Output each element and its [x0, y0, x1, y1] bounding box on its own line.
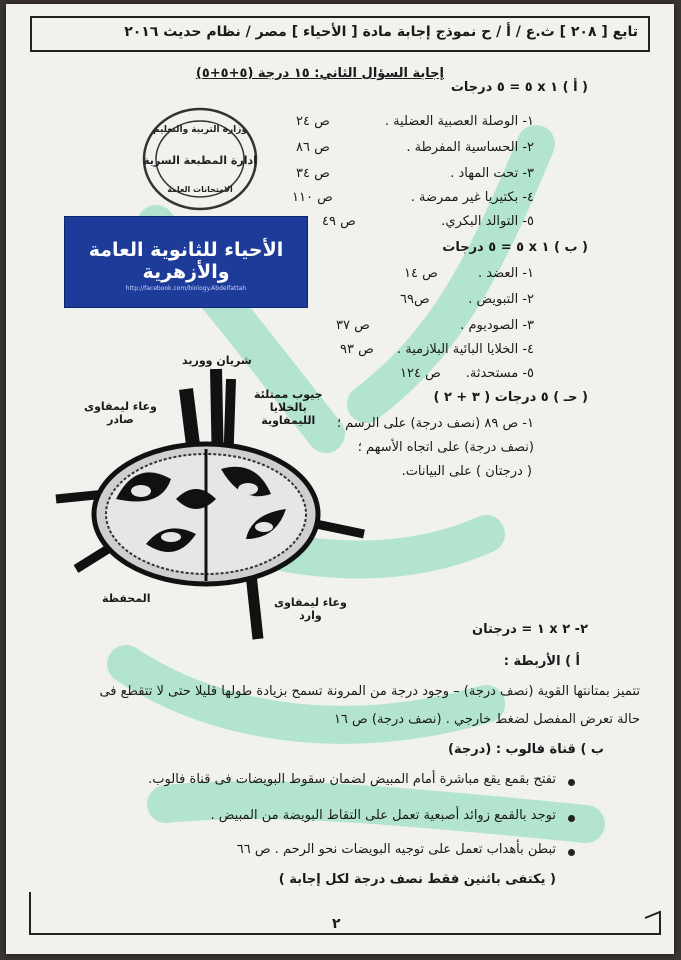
stamp-text-top: وزارة التربية والتعليم: [152, 125, 248, 135]
section-a-page-2: ص ٨٦: [296, 140, 330, 155]
label-efferent-vessel: وعاء ليمفاوى صادر: [84, 400, 157, 426]
page-bottom-border: [20, 882, 670, 948]
section-b-item-5: ٥- مستحدثة.: [465, 366, 534, 381]
section-b-item-1: ١- العضد .: [477, 266, 534, 281]
section-b-page-3: ص ٣٧: [336, 318, 370, 333]
section-a-page-1: ص ٢٤: [296, 114, 330, 129]
section-a-page-4: ص ١١٠: [292, 190, 333, 205]
section-c-line-2: (نصف درجة) على اتجاه الأسهم ؛: [357, 440, 534, 455]
q2-heading: ٢- ٢ x ١ = درجتان: [472, 622, 588, 637]
section-a-item-5: ٥- التوالد البكري.: [441, 214, 534, 229]
q2-bullet-2: توجد بالقمع زوائد أصبعية تعمل على التقاط البويضة من المبيض .: [210, 808, 556, 823]
header-box: [30, 16, 650, 52]
section-b-page-4: ص ٩٣: [340, 342, 374, 357]
section-b-page-2: ص٦٩: [400, 292, 430, 307]
bullet-dot: [568, 779, 575, 786]
section-b-item-4: ٤- الخلايا البائية البلازمية .: [397, 342, 534, 357]
section-a-item-1: ١- الوصلة العصبية العضلية .: [384, 114, 534, 129]
question-title: إجابة السؤال الثاني: ١٥ درجة (٥+٥+٥): [195, 66, 444, 81]
label-capsule: المحفظة: [102, 592, 151, 605]
label-afferent-vessel: وعاء ليمفاوى وارد: [274, 596, 347, 622]
stamp-text-mid: إدارة المطبعة السرية: [143, 154, 257, 167]
q2-bullet-3: تبطن بأهداب تعمل على توجيه البويضات نحو الرحم . ص ٦٦: [236, 842, 556, 857]
section-b-item-2: ٢- التبويض .: [468, 292, 534, 307]
bullet-dot: [568, 849, 575, 856]
section-b-heading: ( ب ) ١ x ٥ = ٥ درجات: [442, 240, 588, 255]
section-c-line-3: ( درجتان ) على البيانات.: [401, 464, 532, 479]
section-b-page-1: ص ١٤: [404, 266, 438, 281]
logo-url: http://facebook.com/biology.Abdelfattah: [125, 285, 247, 292]
label-artery-vein: شريان ووريد: [182, 354, 252, 367]
logo-title: الأحياء للثانوية العامة والأزهرية: [88, 239, 284, 283]
section-b-page-5: ص ١٢٤: [400, 366, 441, 381]
q2-a-line-2: حالة تعرض المفصل لضغط خارجي . (نصف درجة) ص ١٦: [333, 712, 640, 727]
biology-logo-banner: [64, 216, 308, 308]
section-a-item-2: ٢- الحساسية المفرطة .: [406, 140, 534, 155]
stamp-text-bottom: الامتحانات العامة: [167, 185, 233, 194]
header-title: تابع [ ٢٠٨ ] ث.ع / أ / ح نموذج إجابة مادة [ الأحياء ] مصر / نظام حديث ٢٠١٦: [124, 24, 638, 40]
section-a-page-5: ص ٤٩: [322, 214, 356, 229]
q2-note: ( يكتفى باثنين فقط نصف درجة لكل إجابة ): [278, 872, 556, 887]
section-c-line-1: ١- ص ٨٩ (نصف درجة) على الرسم ؛: [336, 416, 534, 431]
stamp-seal: [140, 104, 260, 214]
exam-page: [6, 4, 674, 954]
q2-bullet-1: تفتح بقمع يقع مباشرة أمام المبيض لضمان سقوط البويضات فى قناة فالوب.: [148, 772, 556, 787]
section-a-item-4: ٤- بكتيريا غير ممرضة .: [410, 190, 534, 205]
bullet-dot: [568, 815, 575, 822]
page-number: ٢: [332, 916, 341, 932]
label-lymph-sinuses: جيوب ممتلئة بالخلايا الليمفاوية: [254, 388, 323, 427]
section-c-heading: ( حـ ) ٥ درجات ( ٣ + ٢ ): [433, 390, 588, 405]
q2-b-label: ب ) قناة فالوب : (درجة): [448, 742, 604, 757]
section-a-heading: ( أ ) ١ x ٥ = ٥ درجات: [450, 80, 588, 95]
q2-a-label: أ ) الأربطة :: [503, 654, 580, 669]
section-b-item-3: ٣- الصوديوم .: [460, 318, 534, 333]
q2-a-line-1: تتميز بمتانتها القوية (نصف درجة) – وجود درجة من المرونة تسمح بزيادة طولها قليلا حتى لا تتقطع فى: [99, 684, 640, 699]
section-a-page-3: ص ٣٤: [296, 166, 330, 181]
section-a-item-3: ٣- تحت المهاد .: [450, 166, 534, 181]
